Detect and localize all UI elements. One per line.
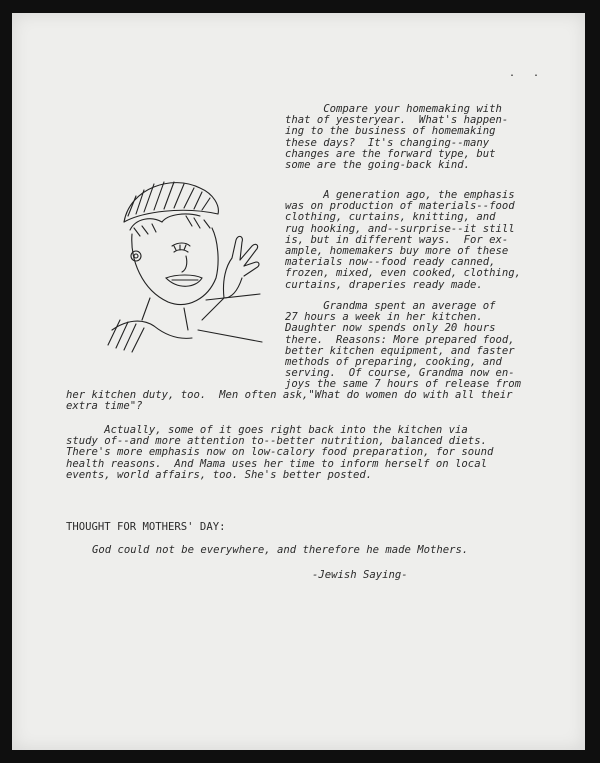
paragraph-actually: Actually, some of it goes right back into the kitchen via study of--and more attention to--better nutrition, balanced diets. There's more emphasis now on low-calory food preparation, for sound health reasons. And Mama uses her time to inform herself on local events, world affairs, too. She's better posted. xyxy=(66,424,494,481)
woman-waving-illustration xyxy=(102,170,272,355)
thought-title: THOUGHT FOR MOTHERS' DAY: xyxy=(66,521,226,533)
paragraph-grandma: Grandma spent an average of 27 hours a week in her kitchen. Daughter now spends only 20 hours there. Reasons: More prepared food, better kitchen equipment, and faster methods of preparing, cooking, and serving. Of course, Grandma now en- joys the same 7 hours of release from xyxy=(285,300,521,391)
quote: God could not be everywhere, and therefore he made Mothers. xyxy=(92,544,469,556)
paragraph-grandma-continued: her kitchen duty, too. Men often ask,"What do women do with all their extra time"? xyxy=(66,389,513,413)
attribution: -Jewish Saying- xyxy=(312,569,408,581)
paper-marks: . . xyxy=(508,68,545,79)
paragraph-generation-ago: A generation ago, the emphasis was on production of materials--food clothing, curtains, knitting, and rug hooking, and--surprise--it still is, but in different ways. For ex- ample, homemakers buy more of these materials now--food ready canned, frozen, mixed, even cooked, clothing, curtains, draperies ready made. xyxy=(285,189,521,291)
paragraph-intro: Compare your homemaking with that of yesteryear. What's happen- ing to the business of homemaking these days? It's changing--many changes are the forward type, but some are the going-back kind. xyxy=(285,103,509,172)
